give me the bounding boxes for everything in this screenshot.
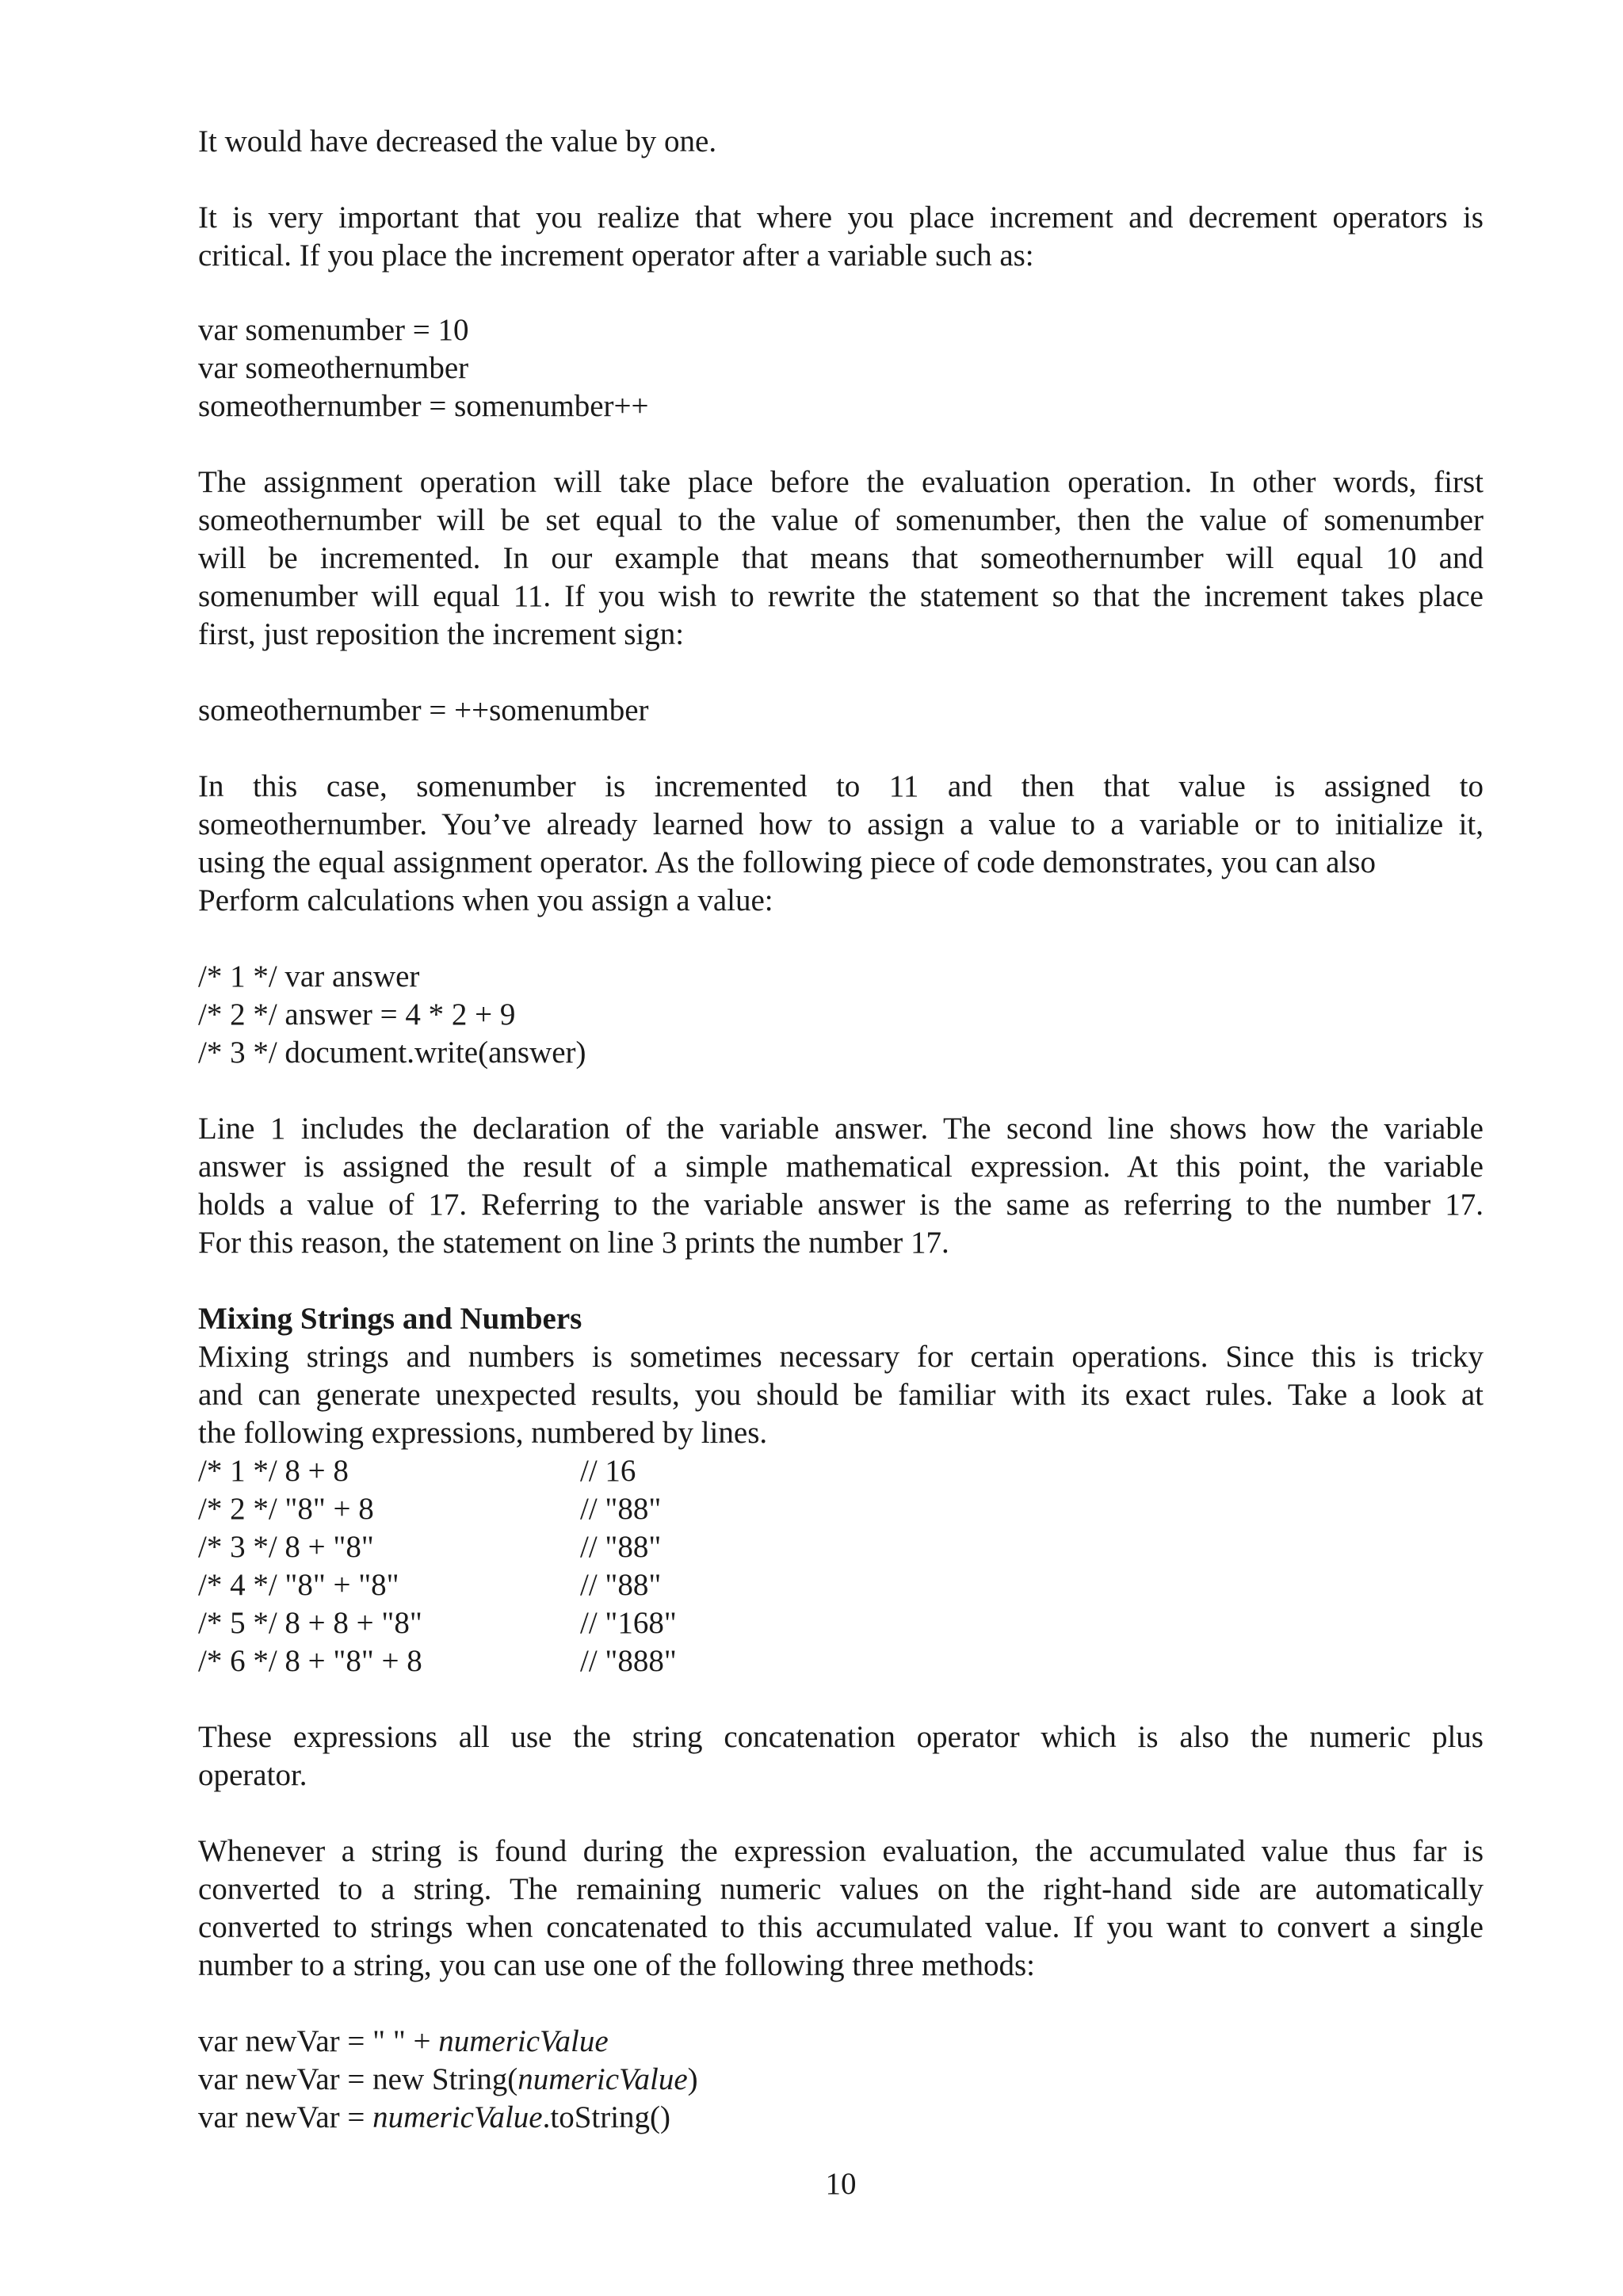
para-concat-line-2: operator.	[198, 1758, 307, 1792]
expression-row	[198, 1604, 1484, 1642]
para-assignment-line-3: will be incremented. In our example that means that someothernumber will equal 10 and	[198, 541, 1484, 575]
method-2-prefix: var newVar = new String(	[198, 2062, 518, 2096]
expression-result: // "88"	[580, 1568, 662, 1602]
para-line1-line-4: For this reason, the statement on line 3 prints the number 17.	[198, 1226, 949, 1260]
para-whenever-line-1: Whenever a string is found during the expression evaluation, the accumulated value thus far is	[198, 1834, 1484, 1868]
intro-line: It would have decreased the value by one.	[198, 124, 717, 158]
para-assignment-line-5: first, just reposition the increment sign:	[198, 617, 685, 651]
code-answer-line-3: /* 3 */ document.write(answer)	[198, 1035, 586, 1070]
expression-code: /* 1 */ 8 + 8	[198, 1454, 349, 1488]
code-postfix-line-3: someothernumber = somenumber++	[198, 389, 649, 423]
code-postfix-line-2: var someothernumber	[198, 351, 469, 385]
method-2-italic: numericValue	[517, 2062, 688, 2096]
para-whenever-line-2: converted to a string. The remaining numeric values on the right-hand side are automatically	[198, 1872, 1484, 1906]
para-case-line-3: using the equal assignment operator. As the following piece of code demonstrates, you can also	[198, 845, 1376, 879]
para-case-line-2: someothernumber. You’ve already learned how to assign a value to a variable or to initialize it,	[198, 807, 1484, 841]
method-3-suffix: .toString()	[542, 2100, 671, 2134]
para-mixing-line-3: the following expressions, numbered by lines.	[198, 1416, 768, 1450]
method-line-3	[198, 2099, 1484, 2137]
expression-code: /* 5 */ 8 + 8 + "8"	[198, 1606, 422, 1640]
method-line-1	[198, 2023, 1484, 2061]
expression-code: /* 3 */ 8 + "8"	[198, 1530, 374, 1564]
expression-code: /* 2 */ "8" + 8	[198, 1492, 374, 1526]
para-line1-line-2: answer is assigned the result of a simple mathematical expression. At this point, the variable	[198, 1150, 1484, 1184]
expression-result: // 16	[580, 1454, 636, 1488]
page-number: 10	[825, 2167, 857, 2201]
para-line1-line-3: holds a value of 17. Referring to the variable answer is the same as referring to the number 17.	[198, 1188, 1484, 1222]
method-1-italic: numericValue	[438, 2024, 609, 2058]
expression-result: // "168"	[580, 1606, 677, 1640]
code-answer-line-2: /* 2 */ answer = 4 * 2 + 9	[198, 997, 516, 1032]
expression-result: // "88"	[580, 1492, 662, 1526]
para-placement-line-1: It is very important that you realize that where you place increment and decrement operators is	[198, 200, 1484, 235]
expression-result: // "888"	[580, 1644, 677, 1678]
para-line1-line-1: Line 1 includes the declaration of the variable answer. The second line shows how the variable	[198, 1112, 1484, 1146]
document-page	[198, 0, 1484, 2296]
para-placement-line-2: critical. If you place the increment operator after a variable such as:	[198, 238, 1034, 273]
para-case-line-1: In this case, somenumber is incremented to 11 and then that value is assigned to	[198, 769, 1484, 803]
para-mixing-line-1: Mixing strings and numbers is sometimes necessary for certain operations. Since this is tricky	[198, 1340, 1484, 1374]
code-answer-line-1: /* 1 */ var answer	[198, 959, 420, 994]
para-assignment-line-2: someothernumber will be set equal to the value of somenumber, then the value of somenumber	[198, 503, 1484, 537]
expression-row	[198, 1452, 1484, 1490]
code-postfix-line-1: var somenumber = 10	[198, 313, 469, 347]
expression-row	[198, 1642, 1484, 1680]
para-concat-line-1: These expressions all use the string concatenation operator which is also the numeric plus	[198, 1720, 1484, 1754]
method-line-2	[198, 2061, 1484, 2099]
para-assignment-line-4: somenumber will equal 11. If you wish to rewrite the statement so that the increment takes place	[198, 579, 1484, 613]
para-assignment-line-1: The assignment operation will take place before the evaluation operation. In other words, first	[198, 465, 1484, 499]
code-prefix-line: someothernumber = ++somenumber	[198, 693, 649, 727]
para-case-line-4: Perform calculations when you assign a value:	[198, 883, 773, 917]
para-mixing-line-2: and can generate unexpected results, you should be familiar with its exact rules. Take a look at	[198, 1378, 1484, 1412]
method-2-suffix: )	[687, 2062, 698, 2096]
expression-code: /* 6 */ 8 + "8" + 8	[198, 1644, 422, 1678]
expression-row	[198, 1566, 1484, 1604]
method-3-italic: numericValue	[372, 2100, 543, 2134]
expression-code: /* 4 */ "8" + "8"	[198, 1568, 399, 1602]
expression-row	[198, 1528, 1484, 1566]
section-heading: Mixing Strings and Numbers	[198, 1302, 582, 1336]
para-whenever-line-3: converted to strings when concatenated to this accumulated value. If you want to convert a single	[198, 1910, 1484, 1944]
para-whenever-line-4: number to a string, you can use one of the following three methods:	[198, 1948, 1036, 1982]
method-3-prefix: var newVar =	[198, 2100, 373, 2134]
expression-result: // "88"	[580, 1530, 662, 1564]
method-1-prefix: var newVar = " " +	[198, 2024, 439, 2058]
expression-row	[198, 1490, 1484, 1528]
